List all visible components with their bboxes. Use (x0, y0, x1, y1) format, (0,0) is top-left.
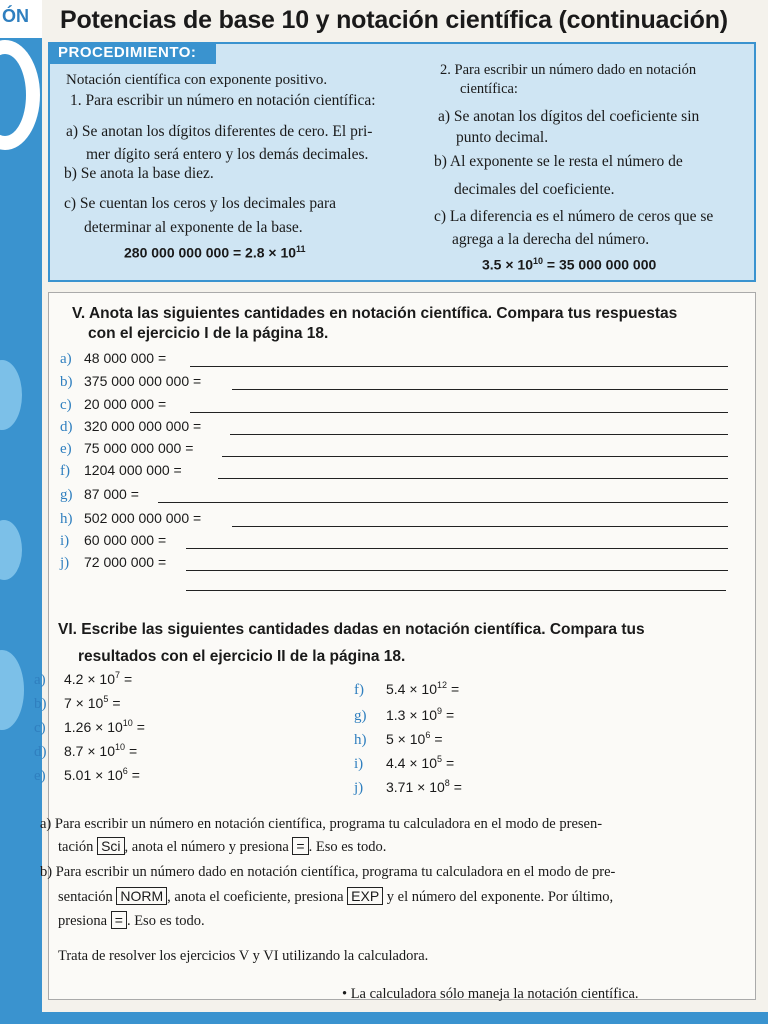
procedure-step-1: 1. Para escribir un número en notación científica: (70, 92, 376, 109)
page-title: Potencias de base 10 y notación científica (continuación) (60, 6, 728, 34)
exercise-vi-item-letter: g) (354, 707, 367, 724)
exercise-vi-item-equals: = (129, 742, 138, 759)
procedure-example-2 (482, 256, 656, 273)
exercise-v-item (60, 373, 201, 393)
exercise-v-item-value: 60 000 000 = (84, 532, 167, 548)
exercise-v-item-letter: i) (60, 533, 70, 549)
exercise-vi-item-letter: j) (354, 779, 364, 796)
equals-key-2: = (111, 911, 127, 929)
exercise-vi-item-exp: 7 (115, 670, 121, 680)
exercise-v-item (60, 440, 193, 460)
exercise-vi-item-exp: 6 (425, 730, 431, 740)
decorative-bubble (0, 650, 24, 730)
decorative-bubble (0, 360, 22, 430)
calc-para-b-pre: sentación (58, 889, 113, 905)
exercise-vi-item-exp: 9 (437, 706, 443, 716)
exercise-v-item (60, 350, 166, 370)
calc-para-b-post-2: . Eso es todo. (126, 913, 205, 929)
exercise-v-item-letter: f) (60, 463, 70, 479)
exercise-vi-item (354, 706, 454, 725)
procedure-step-1c: c) Se cuentan los ceros y los decimales para (64, 195, 337, 212)
procedure-step-2a-cont: punto decimal. (456, 129, 549, 146)
answer-line[interactable] (190, 412, 728, 413)
exercise-vi-item-letter: i) (354, 755, 364, 772)
procedure-step-1a: a) Se anotan los dígitos diferentes de cero. El pri- (66, 123, 373, 140)
exercise-vi-item-letter: h) (354, 731, 367, 748)
exercise-vi-item-coef: 3.71 × 10 (386, 778, 445, 795)
procedure-example-1 (124, 244, 306, 261)
procedure-step-2a: a) Se anotan los dígitos del coeficiente sin (438, 108, 700, 125)
answer-line[interactable] (186, 590, 726, 591)
procedure-step-2c-cont: agrega a la derecha del número. (452, 231, 650, 248)
exercise-vi-item-coef: 1.26 × 10 (64, 718, 123, 735)
exercise-vi-item-coef: 5 × 10 (386, 730, 426, 747)
exercise-v-item-letter: c) (60, 397, 72, 413)
calc-para-b-pre-2: presiona (58, 913, 108, 929)
exercise-v-heading: V. Anota las siguientes cantidades en notación científica. Compara tus respuestas (72, 305, 678, 322)
exercise-vi-item (354, 730, 443, 749)
exercise-vi-item (354, 680, 459, 699)
exercise-vi-item-equals: = (453, 778, 462, 795)
exercise-vi-item-equals: = (131, 766, 140, 783)
exercise-v-item-value: 75 000 000 000 = (84, 440, 194, 456)
exercise-vi-item-coef: 1.3 × 10 (386, 706, 437, 723)
exercise-vi-item-coef: 4.4 × 10 (386, 754, 437, 771)
exercise-v-item (60, 532, 166, 552)
exercise-vi-item (354, 754, 454, 773)
exercise-v-item (60, 418, 201, 438)
exercise-vi-item-exp: 6 (122, 766, 128, 776)
exercise-vi-item-exp: 5 (103, 694, 109, 704)
exercise-vi-item-letter: c) (34, 719, 46, 736)
exercise-v-item (60, 554, 166, 574)
exercise-vi-item-coef: 5.4 × 10 (386, 680, 437, 697)
unit-number-graphic (0, 40, 40, 150)
exp-key: EXP (347, 887, 383, 905)
exercise-v-item-value: 375 000 000 000 = (84, 373, 202, 389)
exercise-vi-item-letter: a) (34, 671, 46, 688)
section-tab (0, 0, 42, 38)
answer-line[interactable] (158, 502, 728, 503)
calc-try-text: Trata de resolver los ejercicios V y VI utilizando la calculadora. (58, 948, 429, 964)
calc-para-b-mid: , anota el coeficiente, presiona (167, 889, 344, 905)
exercise-v-item-letter: g) (60, 487, 73, 503)
exercise-vi-item (354, 778, 462, 797)
exercise-vi-item-coef: 8.7 × 10 (64, 742, 115, 759)
exercise-v-item-value: 320 000 000 000 = (84, 418, 202, 434)
answer-line[interactable] (186, 570, 728, 571)
exercise-v-item-letter: d) (60, 419, 73, 435)
procedure-step-1b: b) Se anota la base diez. (64, 165, 214, 182)
exercise-v-item-value: 48 000 000 = (84, 350, 167, 366)
calc-para-a-cont (58, 836, 386, 857)
procedure-step-2c: c) La diferencia es el número de ceros que se (434, 208, 714, 225)
procedure-step-2b-cont: decimales del coeficiente. (454, 181, 615, 198)
exercise-vi-item (34, 718, 145, 737)
procedure-example-1-exp: 11 (296, 244, 306, 254)
calc-para-b-post: y el número del exponente. Por último, (386, 889, 614, 905)
exercise-v-item (60, 396, 166, 416)
exercise-vi-item (34, 766, 140, 785)
exercise-v-heading-cont: con el ejercicio I de la página 18. (88, 325, 329, 342)
exercise-vi-item-equals: = (124, 670, 133, 687)
exercise-v-item-value: 502 000 000 000 = (84, 510, 202, 526)
answer-line[interactable] (218, 478, 728, 479)
exercise-vi-item-equals: = (434, 730, 443, 747)
exercise-v-item-letter: a) (60, 351, 72, 367)
exercise-vi-item-letter: e) (34, 767, 46, 784)
calc-para-a: a) Para escribir un número en notación científica, programa tu calculadora en el modo de presen- (40, 816, 603, 832)
exercise-vi-item-equals: = (112, 694, 121, 711)
procedure-example-2-result: = 35 000 000 000 (543, 256, 657, 273)
exercise-vi-item-equals: = (451, 680, 460, 697)
exercise-vi-item-exp: 10 (122, 718, 133, 728)
answer-line[interactable] (222, 456, 728, 457)
procedure-step-1a-cont: mer dígito será entero y los demás decimales. (86, 146, 369, 163)
exercise-vi-item (34, 742, 137, 761)
exercise-vi-item-equals: = (446, 706, 455, 723)
answer-line[interactable] (186, 548, 728, 549)
procedure-example-2-base: 3.5 × 10 (482, 256, 533, 273)
calc-para-b-cont (58, 886, 613, 907)
procedure-step-2b: b) Al exponente se le resta el número de (434, 153, 683, 170)
footer-bar (0, 1012, 768, 1024)
procedure-example-1-text: 280 000 000 000 = 2.8 × 10 (124, 244, 297, 261)
decorative-bubble (0, 520, 22, 580)
exercise-v-item-value: 87 000 = (84, 486, 139, 502)
exercise-vi-item-exp: 5 (437, 754, 443, 764)
exercise-vi-item (34, 670, 132, 689)
norm-key: NORM (116, 887, 167, 905)
exercise-vi-heading: VI. Escribe las siguientes cantidades dadas en notación científica. Compara tus (58, 621, 645, 638)
calc-para-a-post: . Eso es todo. (308, 839, 387, 855)
procedure-heading: Notación científica con exponente positivo. (66, 72, 328, 88)
exercise-v-item-letter: e) (60, 441, 72, 457)
exercise-v-item-value: 72 000 000 = (84, 554, 167, 570)
procedure-label: PROCEDIMIENTO: (50, 42, 216, 64)
calc-para-a-mid: , anota el número y presiona (124, 839, 289, 855)
exercise-vi-item-equals: = (446, 754, 455, 771)
exercise-vi-item (34, 694, 121, 713)
exercise-vi-item-coef: 4.2 × 10 (64, 670, 115, 687)
calc-para-b-cont-2 (58, 910, 205, 931)
exercise-vi-item-exp: 10 (115, 742, 126, 752)
exercise-v-item (60, 462, 182, 482)
exercise-v-item-letter: b) (60, 374, 73, 390)
procedure-step-2: 2. Para escribir un número dado en notación (440, 62, 697, 78)
calc-para-a-pre: tación (58, 839, 94, 855)
calc-para-b: b) Para escribir un número dado en notación científica, programa tu calculadora en el modo de pre- (40, 864, 616, 880)
exercise-vi-item-exp: 12 (437, 680, 448, 690)
answer-line[interactable] (232, 389, 728, 390)
exercise-v-item-letter: h) (60, 511, 73, 527)
exercise-vi-item-letter: d) (34, 743, 47, 760)
exercise-v-item-letter: j) (60, 555, 70, 571)
exercise-v-item (60, 486, 139, 506)
sidebar-strip (0, 0, 42, 1024)
equals-key: = (292, 837, 308, 855)
exercise-vi-item-coef: 5.01 × 10 (64, 766, 123, 783)
exercise-vi-item-equals: = (136, 718, 145, 735)
exercise-vi-item-letter: b) (34, 695, 47, 712)
exercise-vi-item-coef: 7 × 10 (64, 694, 104, 711)
procedure-step-2-cont: científica: (460, 81, 518, 97)
answer-line[interactable] (190, 366, 728, 367)
sci-key: Sci (97, 837, 124, 855)
answer-line[interactable] (230, 434, 728, 435)
exercise-vi-item-exp: 8 (444, 778, 450, 788)
procedure-example-2-exp: 10 (533, 256, 544, 266)
calc-note: • La calculadora sólo maneja la notación científica. (342, 986, 639, 1002)
exercise-vi-heading-cont: resultados con el ejercicio II de la página 18. (78, 648, 406, 665)
procedure-step-1c-cont: determinar al exponente de la base. (84, 219, 303, 236)
exercise-v-item-value: 1204 000 000 = (84, 462, 182, 478)
answer-line[interactable] (232, 526, 728, 527)
exercise-v-item-value: 20 000 000 = (84, 396, 167, 412)
section-tab-text: ÓN (2, 6, 29, 26)
exercise-vi-item-letter: f) (354, 681, 364, 698)
exercise-v-item (60, 510, 201, 530)
